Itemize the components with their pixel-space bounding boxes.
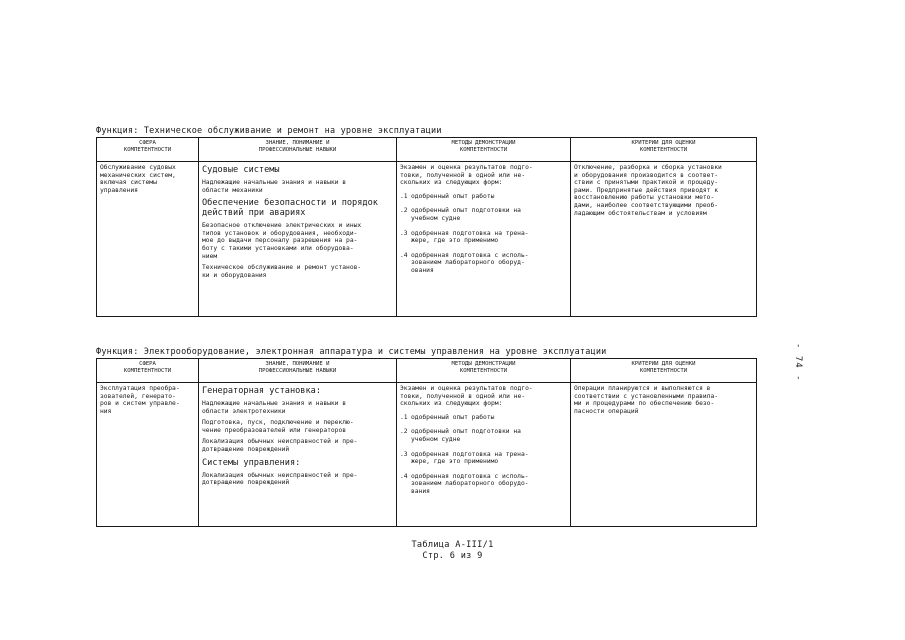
method-number: .2 <box>400 207 408 215</box>
table-row <box>97 383 757 527</box>
methods-cell <box>397 162 571 317</box>
method-item <box>400 473 567 496</box>
methods-cell <box>397 383 571 527</box>
method-number: .1 <box>400 413 408 421</box>
method-number: .2 <box>400 428 408 436</box>
methods-intro: Экзамен и оценка результатов подго- товки, полученной в одной или не- скольких из следующих форм: <box>400 385 533 408</box>
method-item <box>400 428 567 443</box>
knowledge-heading: Судовые системы <box>202 165 280 175</box>
method-number: .3 <box>400 450 408 458</box>
function-title-electrical: Функция: Электрооборудование, электронная аппаратура и системы управления на уровне эксплуатации <box>96 347 607 357</box>
method-text: одобренный опыт подготовки на учебном судне <box>411 207 521 222</box>
knowledge-text: Безопасное отключение электрических и иных типов установок и оборудования, необходи- мое до выдачи персоналу разрешения на ра- боту с такими установками или оборудова- нием <box>202 222 362 260</box>
knowledge-cell <box>199 162 397 317</box>
table-header-row <box>97 359 757 383</box>
competence-table-electrical <box>96 358 757 527</box>
method-number: .3 <box>400 229 408 237</box>
page-number: - 74 - <box>793 343 803 382</box>
header-knowledge: ЗНАНИЕ, ПОНИМАНИЕ И ПРОФЕССИОНАЛЬНЫЕ НАВЫКИ <box>199 138 397 162</box>
knowledge-text: Локализация обычных неисправностей и пре- дотвращение повреждений <box>202 438 358 453</box>
method-item <box>400 252 567 275</box>
method-number: .4 <box>400 251 408 259</box>
knowledge-text: Надлежащие начальные знания и навыки в области механики <box>202 179 347 194</box>
method-text: одобренная подготовка на трена- жере, где это применимо <box>411 450 529 466</box>
method-item <box>400 193 567 201</box>
header-sphere: СФЕРА КОМПЕТЕНТНОСТИ <box>97 138 199 162</box>
header-criteria: КРИТЕРИИ ДЛЯ ОЦЕНКИ КОМПЕТЕНТНОСТИ <box>571 359 757 383</box>
method-number: .1 <box>400 192 408 200</box>
method-text: одобренный опыт работы <box>411 413 495 421</box>
method-item <box>400 230 567 245</box>
knowledge-heading: Обеспечение безопасности и порядок действий при авариях <box>202 198 378 219</box>
methods-intro: Экзамен и оценка результатов подго- товки, полученной в одной или не- скольких из следующих форм: <box>400 164 533 187</box>
page-reference: Стр. 6 из 9 <box>422 551 483 561</box>
sphere-cell: Эксплуатация преобра- зователей, генерато- ров и систем управле- ния <box>97 383 199 527</box>
header-sphere: СФЕРА КОМПЕТЕНТНОСТИ <box>97 359 199 383</box>
criteria-cell: Отключение, разборка и сборка установки и оборудования производится в соответ- ствии с принятыми практикой и процеду- рами. Предпринятые действия приводят к восстановлению работы установки мето- дами, наиболее соответствующими преоб- ладающим обстоятельствам и условиям <box>571 162 757 317</box>
header-methods: МЕТОДЫ ДЕМОНСТРАЦИИ КОМПЕТЕНТНОСТИ <box>397 359 571 383</box>
method-text: одобренная подготовка с исполь- зованием лабораторного оборуд- ования <box>411 251 529 274</box>
knowledge-text: Локализация обычных неисправностей и пре- дотвращение повреждений <box>202 471 358 487</box>
table-row <box>97 162 757 317</box>
knowledge-text: Надлежащие начальные знания и навыки в области электротехники <box>202 400 347 415</box>
knowledge-heading: Системы управления: <box>202 457 301 468</box>
header-knowledge: ЗНАНИЕ, ПОНИМАНИЕ И ПРОФЕССИОНАЛЬНЫЕ НАВЫКИ <box>199 359 397 383</box>
method-text: одобренный опыт подготовки на учебном судне <box>411 428 521 443</box>
knowledge-text: Подготовка, пуск, подключение и переклю- чение преобразователей или генераторов <box>202 419 354 434</box>
header-criteria: КРИТЕРИИ ДЛЯ ОЦЕНКИ КОМПЕТЕНТНОСТИ <box>571 138 757 162</box>
method-text: одобренная подготовка с исполь- зованием лабораторного оборудо- вания <box>411 472 529 495</box>
competence-table-maintenance <box>96 137 757 317</box>
criteria-cell: Операции планируются и выполняются в соответствии с установленными правила- ми и процедурами по обеспечению безо- пасности операций <box>571 383 757 527</box>
header-methods: МЕТОДЫ ДЕМОНСТРАЦИИ КОМПЕТЕНТНОСТИ <box>397 138 571 162</box>
knowledge-text: Техническое обслуживание и ремонт установ- ки и оборудования <box>202 264 362 279</box>
method-item <box>400 414 567 422</box>
method-number: .4 <box>400 472 408 480</box>
table-reference: Таблица A-III/1 <box>411 540 494 550</box>
knowledge-cell <box>199 383 397 527</box>
knowledge-heading: Генераторная установка: <box>202 386 321 396</box>
table-header-row <box>97 138 757 162</box>
method-item <box>400 451 567 466</box>
sphere-cell: Обслуживание судовых механических систем, включая системы управления <box>97 162 199 317</box>
method-text: одобренный опыт работы <box>411 192 495 200</box>
function-title-maintenance: Функция: Техническое обслуживание и ремонт на уровне эксплуатации <box>96 126 442 136</box>
method-item <box>400 207 567 222</box>
method-text: одобренная подготовка на трена- жере, где это применимо <box>411 229 529 245</box>
